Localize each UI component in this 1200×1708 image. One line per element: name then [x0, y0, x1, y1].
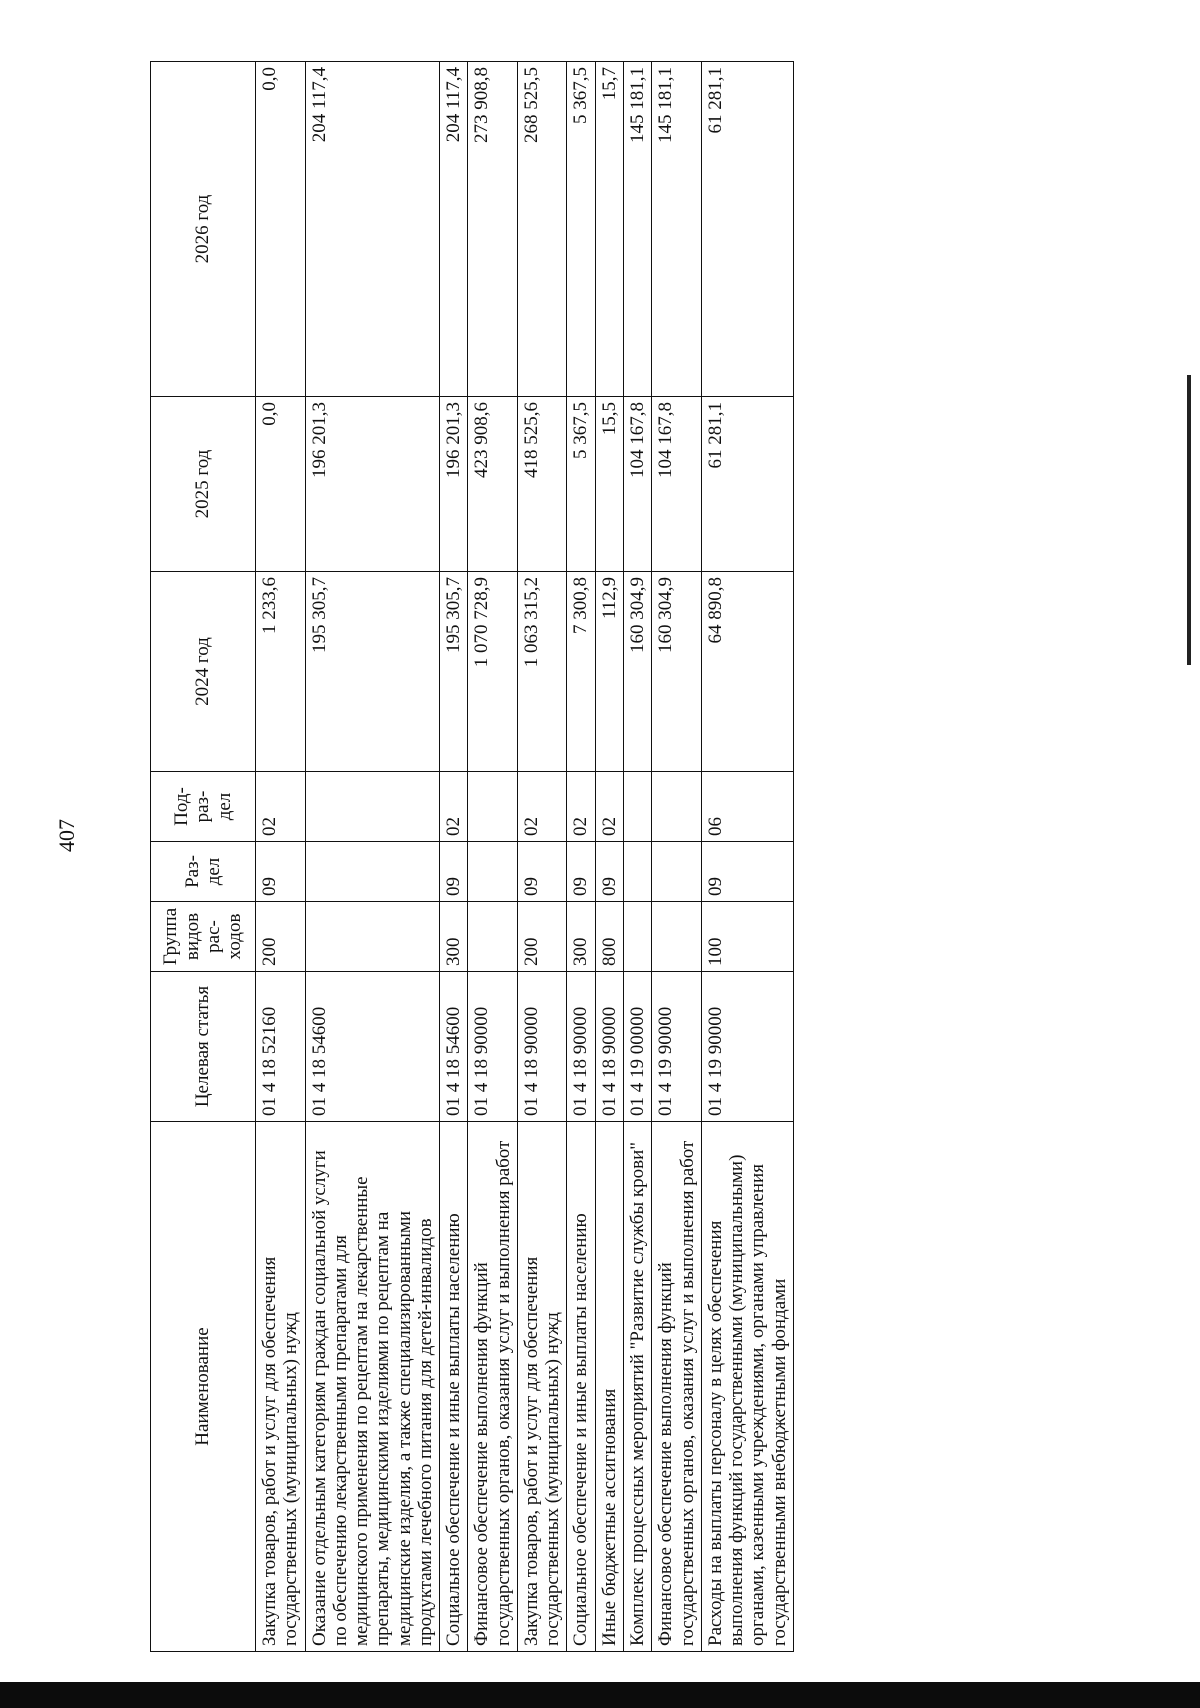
cell-2025: 418 525,6 — [517, 397, 567, 572]
cell-subsection — [468, 772, 518, 842]
cell-group: 200 — [517, 902, 567, 972]
cell-target: 01 4 18 90000 — [595, 972, 623, 1122]
budget-table — [150, 61, 794, 1652]
cell-name: Закупка товаров, работ и услуг для обеспечения государственных (муниципальных) нужд — [517, 1122, 567, 1652]
cell-2025: 104 167,8 — [623, 397, 651, 572]
cell-target: 01 4 18 90000 — [468, 972, 518, 1122]
cell-section — [623, 842, 651, 902]
table-row — [567, 62, 595, 1652]
cell-target: 01 4 18 54600 — [305, 972, 440, 1122]
cell-section: 09 — [701, 842, 793, 902]
cell-name: Комплекс процессных мероприятий "Развитие службы крови" — [623, 1122, 651, 1652]
cell-subsection: 02 — [440, 772, 468, 842]
cell-2026: 0,0 — [256, 62, 306, 397]
cell-target: 01 4 18 90000 — [517, 972, 567, 1122]
table-row — [468, 62, 518, 1652]
cell-2024: 195 305,7 — [305, 572, 440, 772]
cell-2024: 1 063 315,2 — [517, 572, 567, 772]
header-name: Наименование — [151, 1122, 256, 1652]
header-expense-group: Группа видов рас-ходов — [151, 902, 256, 972]
cell-subsection: 02 — [595, 772, 623, 842]
cell-section: 09 — [440, 842, 468, 902]
table-row — [595, 62, 623, 1652]
table-row — [305, 62, 440, 1652]
cell-2026: 145 181,1 — [652, 62, 702, 397]
table-row — [701, 62, 793, 1652]
cell-2025: 5 367,5 — [567, 397, 595, 572]
cell-name: Финансовое обеспечение выполнения функций государственных органов, оказания услуг и выполнения работ — [468, 1122, 518, 1652]
cell-name: Закупка товаров, работ и услуг для обеспечения государственных (муниципальных) нужд — [256, 1122, 306, 1652]
scan-edge-mark — [1187, 375, 1191, 665]
cell-name: Социальное обеспечение и иные выплаты населению — [440, 1122, 468, 1652]
cell-subsection: 02 — [567, 772, 595, 842]
table-row — [652, 62, 702, 1652]
cell-group: 300 — [440, 902, 468, 972]
cell-section — [468, 842, 518, 902]
cell-subsection: 02 — [256, 772, 306, 842]
table-row — [440, 62, 468, 1652]
cell-2025: 104 167,8 — [652, 397, 702, 572]
cell-2024: 195 305,7 — [440, 572, 468, 772]
header-row — [151, 62, 256, 1652]
header-target: Целевая статья — [151, 972, 256, 1122]
cell-group — [623, 902, 651, 972]
table-row — [623, 62, 651, 1652]
cell-2024: 64 890,8 — [701, 572, 793, 772]
cell-section: 09 — [517, 842, 567, 902]
cell-2025: 0,0 — [256, 397, 306, 572]
cell-target: 01 4 18 90000 — [567, 972, 595, 1122]
cell-2025: 196 201,3 — [440, 397, 468, 572]
page-number: 407 — [54, 819, 79, 852]
cell-subsection — [652, 772, 702, 842]
cell-name: Оказание отдельным категориям граждан социальной услуги по обеспечению лекарственными препаратами для медицинского применения по рецептам на лекарственные препараты, медицинскими изделиями по рецептам на медицинские изделия, а также специализированными продуктами лечебного питания для детей-инвалидов — [305, 1122, 440, 1652]
cell-group: 200 — [256, 902, 306, 972]
cell-section — [305, 842, 440, 902]
cell-2026: 204 117,4 — [305, 62, 440, 397]
cell-2024: 1 233,6 — [256, 572, 306, 772]
cell-2026: 61 281,1 — [701, 62, 793, 397]
cell-target: 01 4 19 90000 — [701, 972, 793, 1122]
cell-group: 100 — [701, 902, 793, 972]
cell-target: 01 4 18 54600 — [440, 972, 468, 1122]
cell-subsection — [623, 772, 651, 842]
cell-name: Расходы на выплаты персоналу в целях обеспечения выполнения функций государственными (муниципальными) органами, казенными учреждениями, органами управления государственными внебюджетными фондами — [701, 1122, 793, 1652]
cell-2026: 15,7 — [595, 62, 623, 397]
cell-2026: 145 181,1 — [623, 62, 651, 397]
cell-name: Финансовое обеспечение выполнения функций государственных органов, оказания услуг и выполнения работ — [652, 1122, 702, 1652]
cell-2024: 7 300,8 — [567, 572, 595, 772]
cell-group — [305, 902, 440, 972]
cell-section: 09 — [256, 842, 306, 902]
cell-2024: 1 070 728,9 — [468, 572, 518, 772]
table-row — [517, 62, 567, 1652]
cell-group: 800 — [595, 902, 623, 972]
rotated-table-container — [150, 62, 1050, 1652]
cell-2025: 423 908,6 — [468, 397, 518, 572]
cell-2026: 273 908,8 — [468, 62, 518, 397]
cell-target: 01 4 18 52160 — [256, 972, 306, 1122]
cell-section — [652, 842, 702, 902]
cell-section: 09 — [567, 842, 595, 902]
header-2026: 2026 год — [151, 62, 256, 397]
cell-subsection: 06 — [701, 772, 793, 842]
cell-2025: 61 281,1 — [701, 397, 793, 572]
cell-2026: 268 525,5 — [517, 62, 567, 397]
cell-group — [468, 902, 518, 972]
cell-2025: 196 201,3 — [305, 397, 440, 572]
cell-2024: 160 304,9 — [652, 572, 702, 772]
cell-group — [652, 902, 702, 972]
cell-group: 300 — [567, 902, 595, 972]
cell-target: 01 4 19 00000 — [623, 972, 651, 1122]
header-2025: 2025 год — [151, 397, 256, 572]
scan-bottom-border — [0, 1682, 1200, 1708]
cell-2025: 15,5 — [595, 397, 623, 572]
cell-2026: 5 367,5 — [567, 62, 595, 397]
cell-section: 09 — [595, 842, 623, 902]
cell-2026: 204 117,4 — [440, 62, 468, 397]
cell-target: 01 4 19 90000 — [652, 972, 702, 1122]
cell-name: Социальное обеспечение и иные выплаты населению — [567, 1122, 595, 1652]
header-section: Раз-дел — [151, 842, 256, 902]
cell-2024: 112,9 — [595, 572, 623, 772]
cell-subsection — [305, 772, 440, 842]
cell-subsection: 02 — [517, 772, 567, 842]
table-row — [256, 62, 306, 1652]
header-subsection: Под-раз-дел — [151, 772, 256, 842]
cell-2024: 160 304,9 — [623, 572, 651, 772]
cell-name: Иные бюджетные ассигнования — [595, 1122, 623, 1652]
header-2024: 2024 год — [151, 572, 256, 772]
